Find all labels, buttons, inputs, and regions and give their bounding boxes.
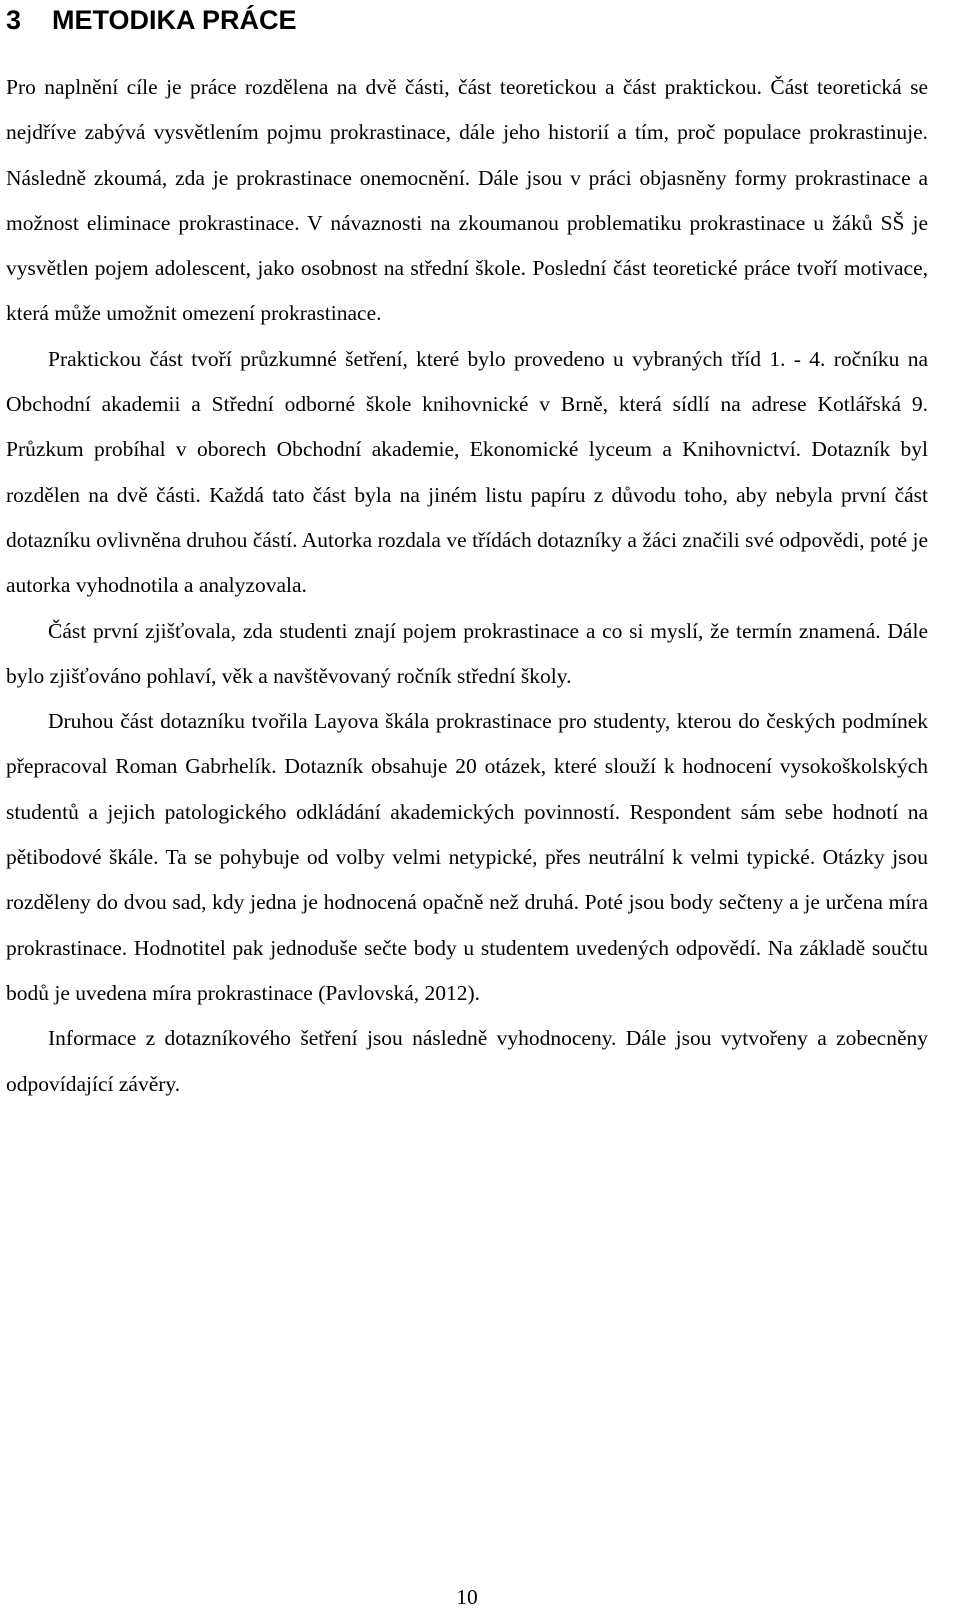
paragraph-second-section: Druhou část dotazníku tvořila Layova škála prokrastinace pro studenty, kterou do českých podmínek přepracoval Roman Gabrhelík. Dotazník obsahuje 20 otázek, které slouží k hodnocení vysokoškolských studentů a jejich patologického odkládání akademických povinností. Respondent sám sebe hodnotí na pětibodové škále. Ta se pohybuje od volby velmi netypické, přes neutrální k velmi typické. Otázky jsou rozděleny do dvou sad, kdy jedna je hodnocená opačně než druhá. Poté jsou body sečteny a je určena míra prokrastinace. Hodnotitel pak jednoduše sečte body u studentem uvedených odpovědí. Na základě součtu bodů je uvedena míra prokrastinace (Pavlovská, 2012). xyxy=(6,709,928,1005)
body-text xyxy=(6,65,928,1107)
chapter-title: METODIKA PRÁCE xyxy=(52,5,297,35)
paragraph-first-section: Část první zjišťovala, zda studenti znají pojem prokrastinace a co si myslí, že termín znamená. Dále bylo zjišťováno pohlaví, věk a navštěvovaný ročník střední školy. xyxy=(6,618,928,688)
chapter-number: 3 xyxy=(6,5,22,35)
paragraph-conclusion: Informace z dotazníkového šetření jsou následně vyhodnoceny. Dále jsou vytvořeny a zobecněny odpovídající závěry. xyxy=(6,1026,928,1096)
page-number: 10 xyxy=(456,1585,478,1609)
chapter-heading xyxy=(6,0,297,40)
paragraph-overview: Pro naplnění cíle je práce rozdělena na dvě části, část teoretickou a část praktickou. Část teoretická se nejdříve zabývá vysvětlením pojmu prokrastinace, dále jeho historií a tím, proč populace prokrastinuje. Následně zkoumá, zda je prokrastinace onemocnění. Dále jsou v práci objasněny formy prokrastinace a možnost eliminace prokrastinace. V návaznosti na zkoumanou problematiku prokrastinace u žáků SŠ je vysvětlen pojem adolescent, jako osobnost na střední škole. Poslední část teoretické práce tvoří motivace, která může umožnit omezení prokrastinace. xyxy=(6,75,928,326)
paragraph-practical-part: Praktickou část tvoří průzkumné šetření, které bylo provedeno u vybraných tříd 1. - 4. ročníku na Obchodní akademii a Střední odborné škole knihovnické v Brně, která sídlí na adrese Kotlářská 9. Průzkum probíhal v oborech Obchodní akademie, Ekonomické lyceum a Knihovnictví. Dotazník byl rozdělen na dvě části. Každá tato část byla na jiném listu papíru z důvodu toho, aby nebyla první část dotazníku ovlivněna druhou částí. Autorka rozdala ve třídách dotazníky a žáci značili své odpovědi, poté je autorka vyhodnotila a analyzovala. xyxy=(6,346,928,598)
